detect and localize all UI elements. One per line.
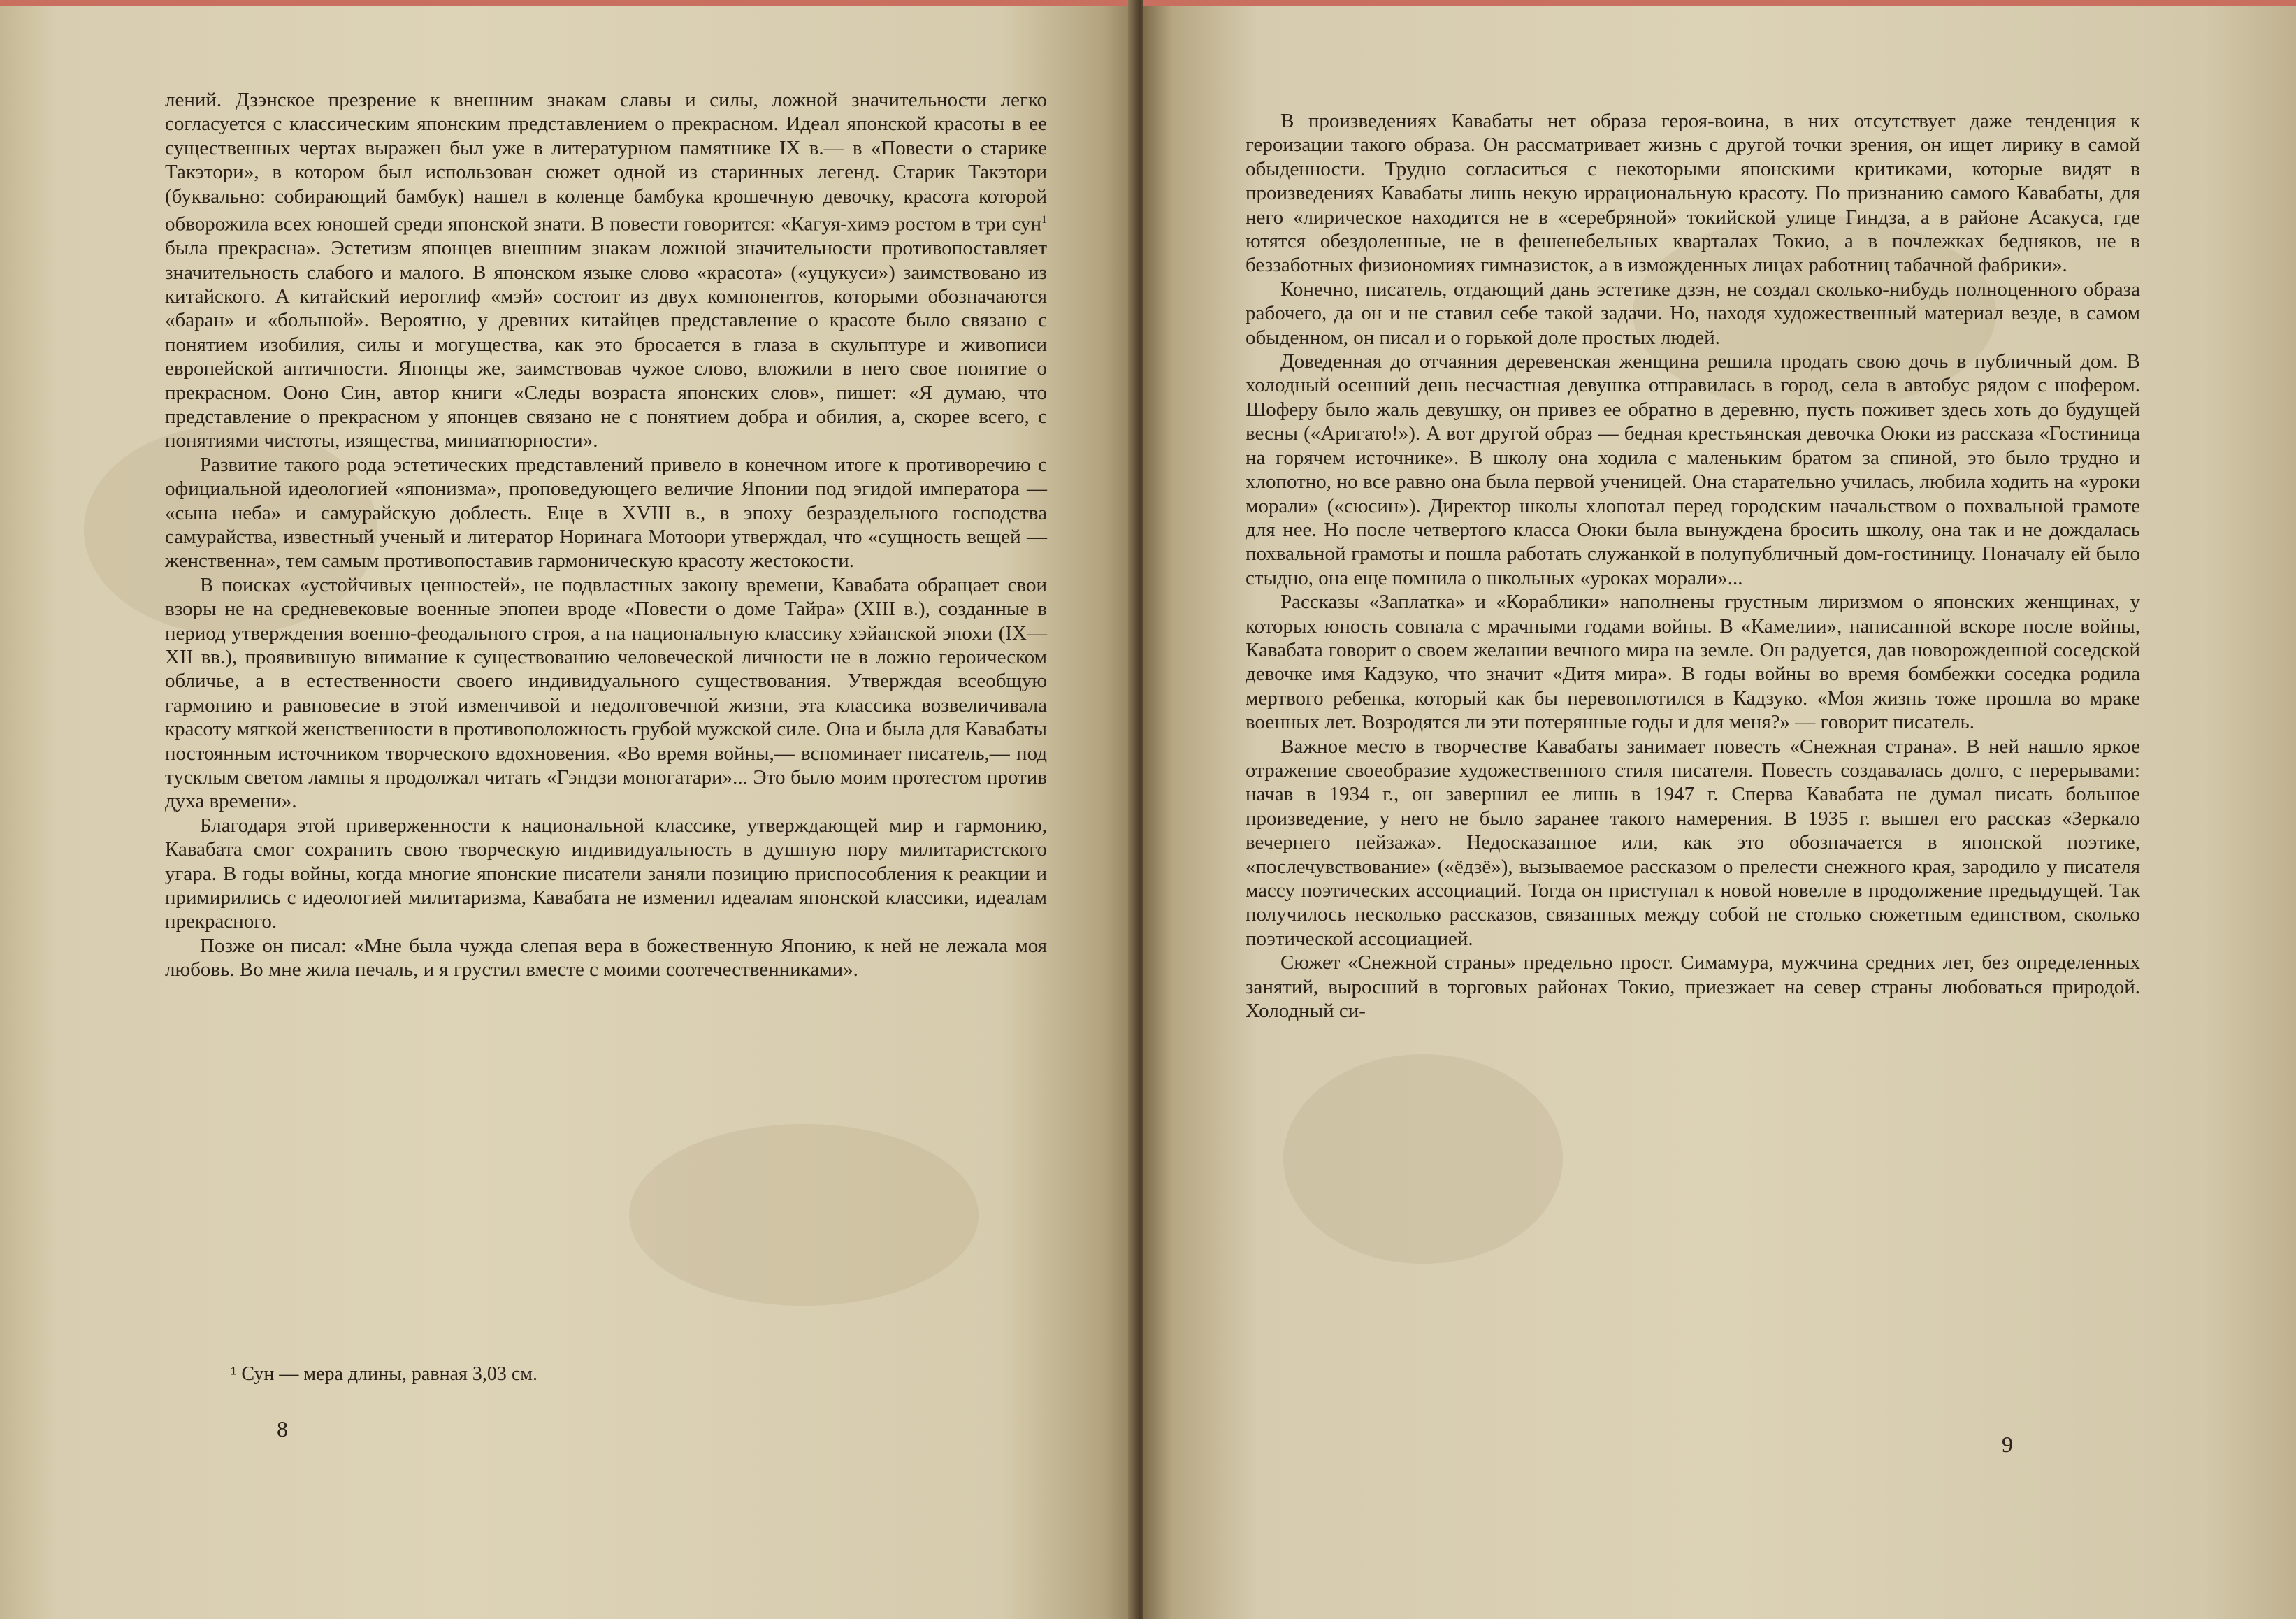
- right-body-text: [1246, 109, 2140, 1023]
- paragraph-text: была прекрасна». Эстетизм японцев внешним знакам ложной значительности противопоставляет значительность слабого и малого. В японском языке слово «красота» («уцукуси») заимствовано из китайского. А китайский иероглиф «мэй» состоит из двух компонентов, которыми обозначаются «баран» и «большой». Вероятно, у древних китайцев представление о красоте было связано с понятием изобилия, силы и могущества, как это бросается в глаза в скульптуре и живописи европейской античности. Японцы же, заимствовав чужое слово, вложили в него свое понятие о прекрасном. Ооно Син, автор книги «Следы возраста японских слов», пишет: «Я думаю, что представление о прекрасном у японцев связано не с понятием добра и обилия, а, скорее всего, с понятиями чистоты, изящества, миниатюрности».: [165, 237, 1047, 452]
- paragraph: Развитие такого рода эстетических представлений привело в конечном итоге к противоречию с официальной идеологией «японизма», проповедующего величие Японии под эгидой императора — «сына неба» и самурайскую доблесть. Еще в XVIII в., в эпоху безраздельного господства самурайства, известный ученый и литератор Норинага Мотоори утверждал, что «сущность вещей — женственна», тем самым противопоставив гармоническую красоту жестокости.: [165, 453, 1047, 573]
- paragraph: Конечно, писатель, отдающий дань эстетике дзэн, не создал сколько-нибудь полноценного образа рабочего, да он и не ставил себе такой задачи. Но, находя художественный материал везде, в самом обыденном, он писал и о горькой доле простых людей.: [1246, 278, 2140, 349]
- right-page: [1143, 0, 2296, 1619]
- paragraph: В произведениях Кавабаты нет образа героя-воина, в них отсутствует даже тенденция к героизации такого образа. Он рассматривает жизнь с другой точки зрения, он ищет лирику в самой обыденности. Трудно согласиться с некоторыми японскими критиками, которые видят в произведениях Кавабаты лишь некую иррациональную красоту. По признанию самого Кавабаты, для него «лирическое находится не в «серебряной» токийской улице Гиндза, а в районе Асакуса, где ютятся обездоленные, не в фешенебельных кварталах Токио, а в почлежках бедняков, не в беззаботных физиономиях гимназисток, а в изможденных лицах работниц табачной фабрики».: [1246, 110, 2140, 277]
- paragraph: Сюжет «Снежной страны» предельно прост. Симамура, мужчина средних лет, без определенных занятий, выросший в торговых районах Токио, приезжает на север страны любоваться природой. Холодный си-: [1246, 951, 2140, 1023]
- paragraph: В поисках «устойчивых ценностей», не подвластных закону времени, Кавабата обращает свои взоры не на средневековые военные эпопеи вроде «Повести о доме Тайра» (XIII в.), созданные в период утверждения военно-феодального строя, а на национальную классику хэйанской эпохи (IX—XII вв.), проявившую внимание к существованию человеческой личности не в ложно героическом обличье, а в естественности своего индивидуального существования. Утверждая всеобщую гармонию и равновесие в этой изменчивой и недолговечной жизни, эта классика возвеличивала красоту мягкой женственности в противоположность грубой мужской силе. Она и была для Кавабаты постоянным источником творческого вдохновения. «Во время войны,— вспоминает писатель,— под тусклым светом лампы я продолжал читать «Гэндзи моногатари»... Это было моим протестом против духа времени».: [165, 573, 1047, 813]
- paragraph: Благодаря этой приверженности к национальной классике, утверждающей мир и гармонию, Кавабата смог сохранить свою творческую индивидуальность в душную пору милитаристского угара. В годы войны, когда многие японские писатели заняли позицию приспособления к реакции и примирились с идеологией милитаризма, Кавабата не изменил идеалам японской классики, идеалам прекрасного.: [165, 814, 1047, 933]
- paragraph: Доведенная до отчаяния деревенская женщина решила продать свою дочь в публичный дом. В холодный осенний день несчастная девушка отправилась в город, села в автобус рядом с шофером. Шоферу было жаль девушку, он привез ее обратно в деревню, пусть поживет здесь хоть до будущей весны («Аригато!»). А вот другой образ — бедная крестьянская девочка Оюки из рассказа «Гостиница на горячем источнике». В школу она ходила с маленьким братом за спиной, это было трудно и хлопотно, но все равно она была первой ученицей. Она старательно училась, любила ходить на «уроки морали» («сюсин»). Директор школы хлопотал перед городским начальством о похвальной грамоте для нее. Но после четвертого класса Оюки была вынуждена бросить школу, она так и не дождалась похвальной грамоты и пошла работать служанкой в полупубличный дом-гостиницу. Поначалу ей было стыдно, она еще помнила о школьных «уроках морали»...: [1246, 350, 2140, 589]
- footnote-marker: 1: [1041, 214, 1047, 226]
- left-page: [0, 0, 1138, 1619]
- paper-stain: [1283, 1054, 1563, 1264]
- paragraph: Рассказы «Заплатка» и «Кораблики» наполнены грустным лиризмом о японских женщинах, у которых юность совпала с мрачными годами войны. В «Камелии», написанной вскоре после войны, Кавабата говорит о своем желании вечного мира на земле. Он радуется, дав новорожденной соседской девочке имя Кадзуко, что значит «Дитя мира». В годы войны во время бомбежки соседка родила мертвого ребенка, который как бы перевоплотился в Кадзуко. «Моя жизнь тоже прошла во мраке военных лет. Возродятся ли эти потерянные годы и для меня?» — говорит писатель.: [1246, 591, 2140, 734]
- paragraph: Позже он писал: «Мне была чужда слепая вера в божественную Японию, к ней не лежала моя любовь. Во мне жила печаль, и я грустил вместе с моими соотечественниками».: [165, 934, 1047, 981]
- paper-stain: [629, 1124, 979, 1306]
- left-body-text: [165, 88, 1047, 982]
- paragraph: [165, 88, 1047, 453]
- paragraph-text: лений. Дзэнское презрение к внешним знакам славы и силы, ложной значительности легко согласуется с классическим японским представлением о прекрасном. Идеал японской красоты в ее существенных чертах выражен был уже в литературном памятнике IX в.— в «Повести о старике Такэтори», в котором был использован сюжет одной из старинных легенд. Старик Такэтори (буквально: собирающий бамбук) нашел в коленце бамбука крошечную девочку, красота которой обворожила всех юношей среди японской знати. В повести говорится: «Кагуя-химэ ростом в три сун: [165, 89, 1047, 236]
- paragraph: Важное место в творчестве Кавабаты занимает повесть «Снежная страна». В ней нашло яркое отражение своеобразие художественного стиля писателя. Повесть создавалась долго, с перерывами: начав в 1934 г., он завершил ее лишь в 1947 г. Сперва Кавабата не думал писать большое произведение, у него не было заранее такого намерения. В 1935 г. вышел его рассказ «Зеркало вечернего пейзажа». Недосказанное или, как это обозначается в японской поэтике, «послечувствование» («ёдзё»), вызываемое рассказом о прелести снежного края, зародило у писателя массу поэтических ассоциаций. Тогда он приступал к новой новелле в продолжение предыдущей. Так получилось несколько рассказов, связанных между собой не столько сюжетным единством, сколько поэтической ассоциацией.: [1246, 735, 2140, 950]
- page-number: 8: [277, 1416, 288, 1441]
- footnote: ¹ Сун — мера длины, равная 3,03 см.: [231, 1363, 538, 1385]
- page-number: 9: [2002, 1432, 2013, 1457]
